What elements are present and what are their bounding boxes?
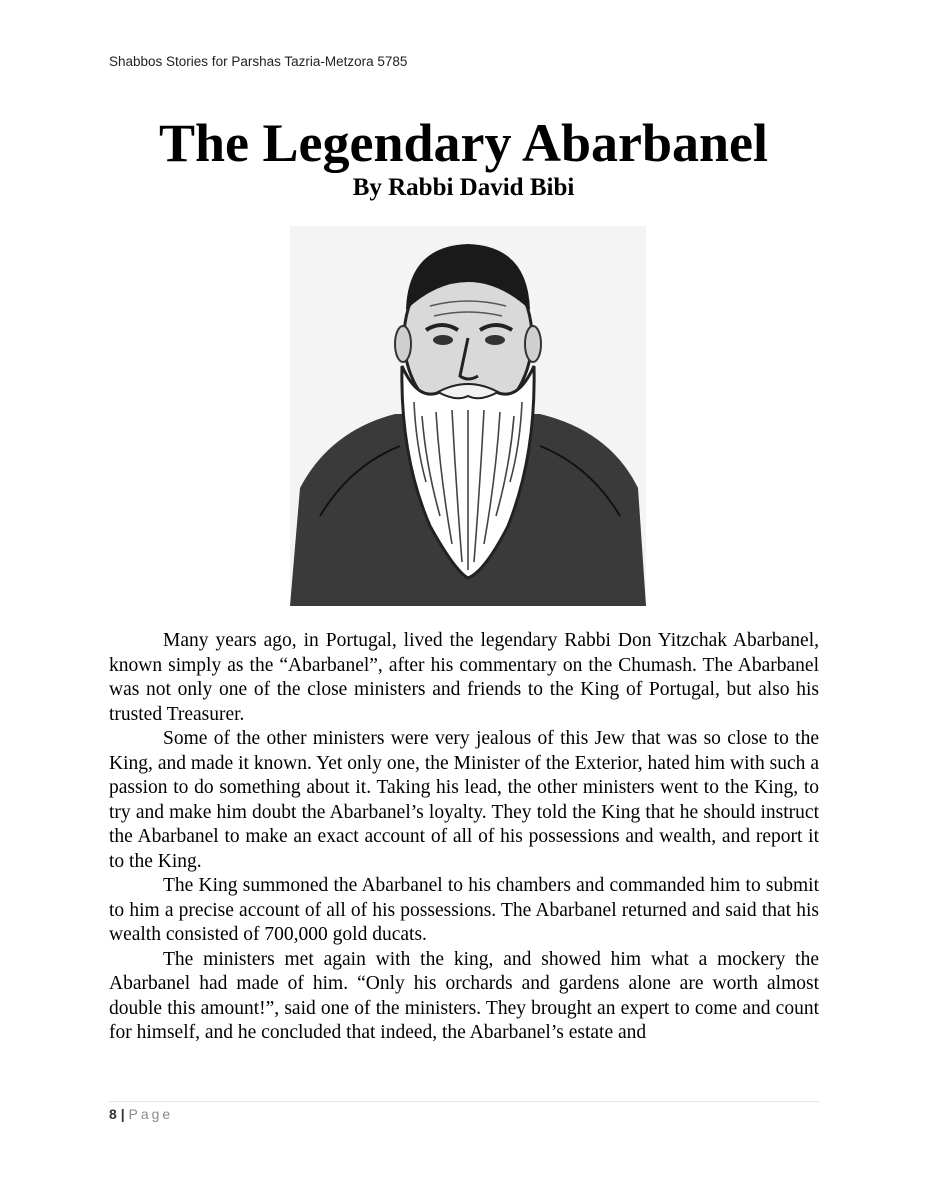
- article-body: [109, 629, 819, 1046]
- running-header: Shabbos Stories for Parshas Tazria-Metzora 5785: [109, 54, 408, 69]
- page-label: Page: [128, 1106, 174, 1122]
- article-paragraph: The King summoned the Abarbanel to his chambers and commanded him to submit to him a precise account of all of his possessions. The Abarbanel returned and said that his wealth consisted of 700,000 gold ducats.: [109, 875, 819, 945]
- footer-separator: |: [120, 1106, 125, 1122]
- article-title: The Legendary Abarbanel: [158, 113, 769, 173]
- portrait-illustration: [290, 226, 646, 606]
- page-number: 8: [109, 1106, 117, 1122]
- footer-divider: [109, 1101, 819, 1102]
- article-byline: By Rabbi David Bibi: [352, 174, 575, 201]
- article-paragraph: The ministers met again with the king, and showed him what a mockery the Abarbanel had made of him. “Only his orchards and gardens alone are worth almost double this amount!”, said one of the ministers. They brought an expert to come and count for himself, and he concluded that indeed, the Abarbanel’s estate and: [109, 948, 819, 1043]
- article-paragraph: Many years ago, in Portugal, lived the legendary Rabbi Don Yitzchak Abarbanel, known simply as the “Abarbanel”, after his commentary on the Chumash. The Abarbanel was not only one of the close ministers and friends to the King of Portugal, but also his trusted Treasurer.: [109, 630, 819, 725]
- page-footer: [109, 1106, 173, 1122]
- article-paragraph: Some of the other ministers were very jealous of this Jew that was so close to the King, and made it known. Yet only one, the Minister of the Exterior, hated him with such a passion to do something about it. Taking his lead, the other ministers went to the King, to try and make him doubt the Abarbanel’s loyalty. They told the King that he should instruct the Abarbanel to make an exact account of all of his possessions and wealth, and report it to the King.: [109, 728, 819, 872]
